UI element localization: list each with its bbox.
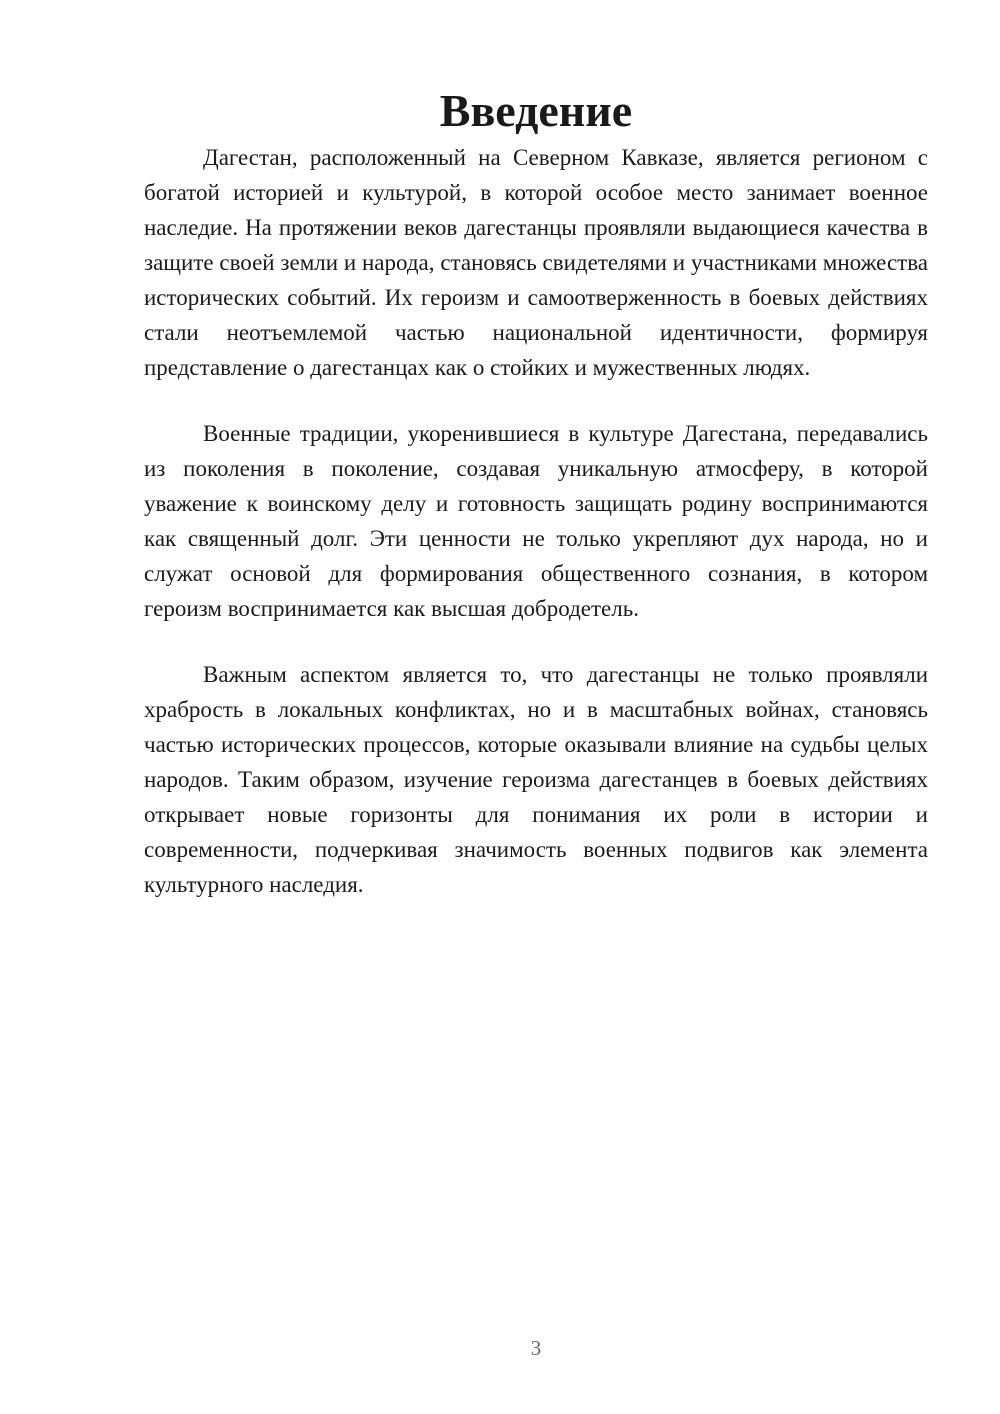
paragraph-1: Дагестан, расположенный на Северном Кавказе, является регионом с богатой историей и культурой, в которой особое место занимает военное наследие. На протяжении веков дагестанцы проявляли выдающиеся качества в защите своей земли и народа, становясь свидетелями и участниками множества исторических событий. Их героизм и самоотверженность в боевых действиях стали неотъемлемой частью национальной идентичности, формируя представление о дагестанцах как о стойких и мужественных людях. bbox=[144, 145, 928, 380]
page-content bbox=[144, 85, 928, 933]
paragraph-3: Важным аспектом является то, что дагестанцы не только проявляли храбрость в локальных конфликтах, но и в масштабных войнах, становясь частью исторических процессов, которые оказывали влияние на судьбы целых народов. Таким образом, изучение героизма дагестанцев в боевых действиях открывает новые горизонты для понимания их роли в истории и современности, подчеркивая значимость военных подвигов как элемента культурного наследия. bbox=[144, 662, 928, 897]
page-number: 3 bbox=[530, 1336, 542, 1360]
section-heading: Введение bbox=[439, 85, 633, 136]
paragraph-2: Военные традиции, укоренившиеся в культуре Дагестана, передавались из поколения в поколение, создавая уникальную атмосферу, в которой уважение к воинскому делу и готовность защищать родину воспринимаются как священный долг. Эти ценности не только укрепляют дух народа, но и служат основой для формирования общественного сознания, в котором героизм воспринимается как высшая добродетель. bbox=[144, 421, 928, 621]
